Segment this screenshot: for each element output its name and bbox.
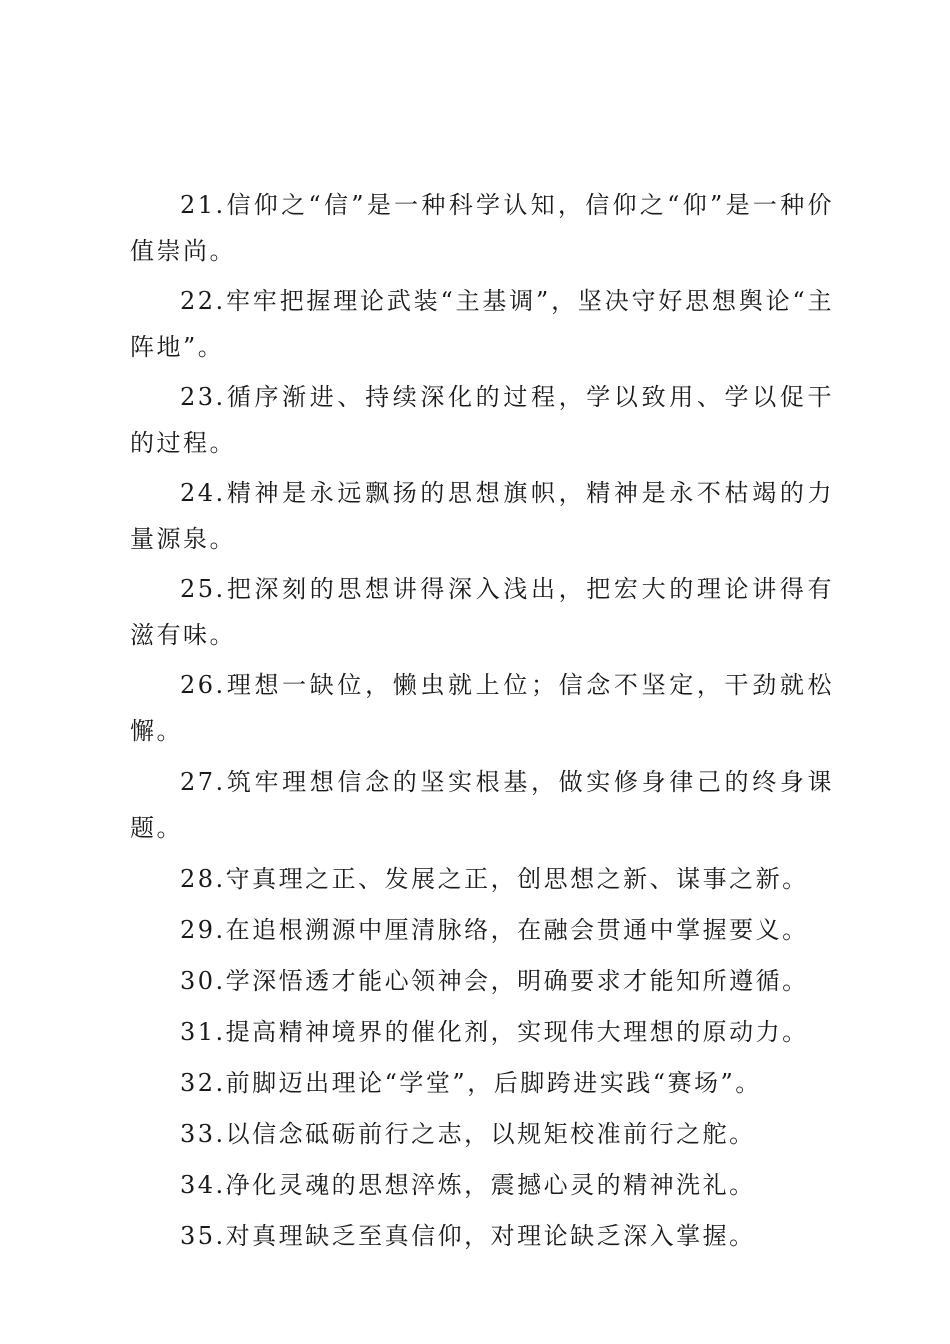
list-item-29: 29.在追根溯源中厘清脉络，在融会贯通中掌握要义。: [180, 916, 809, 944]
list-item-22: 22.牢牢把握理论武装“主基调”，坚决守好思想舆论“主阵地”。: [130, 287, 834, 361]
list-item-34: 34.净化灵魂的思想淬炼，震撼心灵的精神洗礼。: [180, 1171, 756, 1199]
list-item-33: 33.以信念砥砺前行之志，以规矩校准前行之舵。: [180, 1120, 756, 1148]
list-item-32: 32.前脚迈出理论“学堂”，后脚跨进实践“赛场”。: [180, 1069, 762, 1097]
document-body: [130, 182, 834, 1264]
list-item-28: 28.守真理之正、发展之正，创思想之新、谋事之新。: [180, 865, 809, 893]
list-item-23: 23.循序渐进、持续深化的过程，学以致用、学以促干的过程。: [130, 383, 834, 457]
list-item-25: 25.把深刻的思想讲得深入浅出，把宏大的理论讲得有滋有味。: [130, 575, 834, 649]
list-item-21: 21.信仰之“信”是一种科学认知，信仰之“仰”是一种价值崇尚。: [130, 191, 834, 265]
list-item-30: 30.学深悟透才能心领神会，明确要求才能知所遵循。: [180, 967, 809, 995]
list-item-31: 31.提高精神境界的催化剂，实现伟大理想的原动力。: [180, 1018, 809, 1046]
list-item-27: 27.筑牢理想信念的坚实根基，做实修身律己的终身课题。: [130, 768, 834, 842]
list-item-26: 26.理想一缺位，懒虫就上位；信念不坚定，干劲就松懈。: [130, 671, 834, 745]
list-item-24: 24.精神是永远飘扬的思想旗帜，精神是永不枯竭的力量源泉。: [130, 479, 834, 553]
list-item-35: 35.对真理缺乏至真信仰，对理论缺乏深入掌握。: [180, 1222, 756, 1250]
